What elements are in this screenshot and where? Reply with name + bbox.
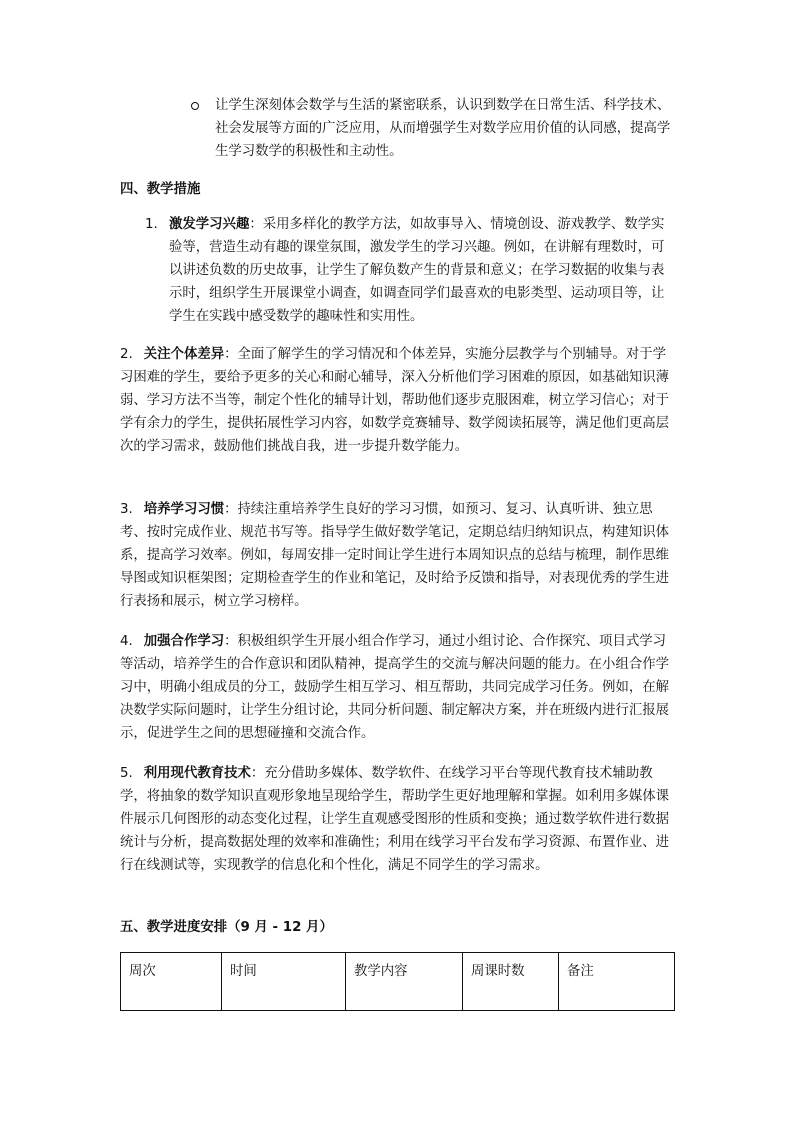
measure-item-1 <box>145 213 675 328</box>
item-label: 关注个体差异 <box>143 347 225 362</box>
item-text: ：持续注重培养学生良好的学习习惯，如预习、复习、认真听讲、独立思考、按时完成作业、规范书写等。指导学生做好数学笔记，定期总结归纳知识点，构建知识体系，提高学习效率。例如，每周安排一定时间让学生进行本周知识点的总结与梳理，制作思维导图或知识框架图；定期检查学生的作业和笔记，及时给予反馈和指导，对表现优秀的学生进行表扬和展示，树立学习榜样。 <box>120 502 670 609</box>
table-header-row <box>121 953 675 1011</box>
schedule-table <box>120 952 675 1011</box>
item-text: ：采用多样化的教学方法，如故事导入、情境创设、游戏教学、数学实验等，营造生动有趣的课堂氛围，激发学生的学习兴趣。例如，在讲解有理数时，可以讲述负数的历史故事，让学生了解负数产生的背景和意义；在学习数据的收集与表示时，组织学生开展课堂小调查，如调查同学们最喜欢的电影类型、运动项目等，让学生在实践中感受数学的趣味性和实用性。 <box>169 217 665 324</box>
header-notes: 备注 <box>559 953 675 1011</box>
item-text: ：积极组织学生开展小组合作学习，通过小组讨论、合作探究、项目式学习等活动，培养学生的合作意识和团队精神，提高学生的交流与解决问题的能力。在小组合作学习中，明确小组成员的分工，鼓励学生相互学习、相互帮助，共同完成学习任务。例如，在解决数学实际问题时，让学生分组讨论，共同分析问题、制定解决方案，并在班级内进行汇报展示，促进学生之间的思想碰撞和交流合作。 <box>120 634 670 741</box>
header-content: 教学内容 <box>346 953 463 1011</box>
measure-item-4 <box>120 630 675 745</box>
item-text: ：全面了解学生的学习情况和个体差异，实施分层教学与个别辅导。对于学习困难的学生，要给予更多的关心和耐心辅导，深入分析他们学习困难的原因，如基础知识薄弱、学习方法不当等，制定个性化的辅导计划，帮助他们逐步克服困难，树立学习信心；对于学有余力的学生，提供拓展性学习内容，如数学竞赛辅导、数学阅读拓展等，满足他们更高层次的学习需求，鼓励他们挑战自我，进一步提升数学能力。 <box>120 347 670 454</box>
item-number: 4. <box>120 634 133 649</box>
item-text: ：充分借助多媒体、数学软件、在线学习平台等现代教育技术辅助教学，将抽象的数学知识直观形象地呈现给学生，帮助学生更好地理解和掌握。如利用多媒体课件展示几何图形的动态变化过程，让学生直观感受图形的性质和变换；通过数学软件进行数据统计与分析，提高数据处理的效率和准确性；利用在线学习平台发布学习资源、布置作业、进行在线测试等，实现教学的信息化和个性化，满足不同学生的学习需求。 <box>120 766 670 873</box>
bullet-text: 让学生深刻体会数学与生活的紧密联系，认识到数学在日常生活、科学技术、社会发展等方面的广泛应用，从而增强学生对数学应用价值的认同感，提高学生学习数学的积极性和主动性。 <box>215 98 671 159</box>
item-label: 激发学习兴趣 <box>169 217 250 232</box>
item-label: 培养学习习惯 <box>143 502 225 517</box>
item-label: 加强合作学习 <box>143 634 225 649</box>
item-number: 5. <box>120 766 133 781</box>
header-hours: 周课时数 <box>463 953 559 1011</box>
item-number: 1. <box>145 217 158 232</box>
header-time: 时间 <box>222 953 346 1011</box>
item-number: 3. <box>120 502 133 517</box>
section-4-heading: 四、教学措施 <box>120 182 201 197</box>
item-number: 2. <box>120 347 133 362</box>
header-week: 周次 <box>121 953 222 1011</box>
bullet-list-item <box>191 94 681 163</box>
hollow-circle-bullet-icon <box>191 102 199 110</box>
measure-item-2 <box>120 343 675 458</box>
item-label: 利用现代教育技术 <box>143 766 251 781</box>
section-5-heading: 五、教学进度安排（9 月 - 12 月） <box>120 920 333 935</box>
measure-item-3 <box>120 498 675 613</box>
measure-item-5 <box>120 762 675 877</box>
